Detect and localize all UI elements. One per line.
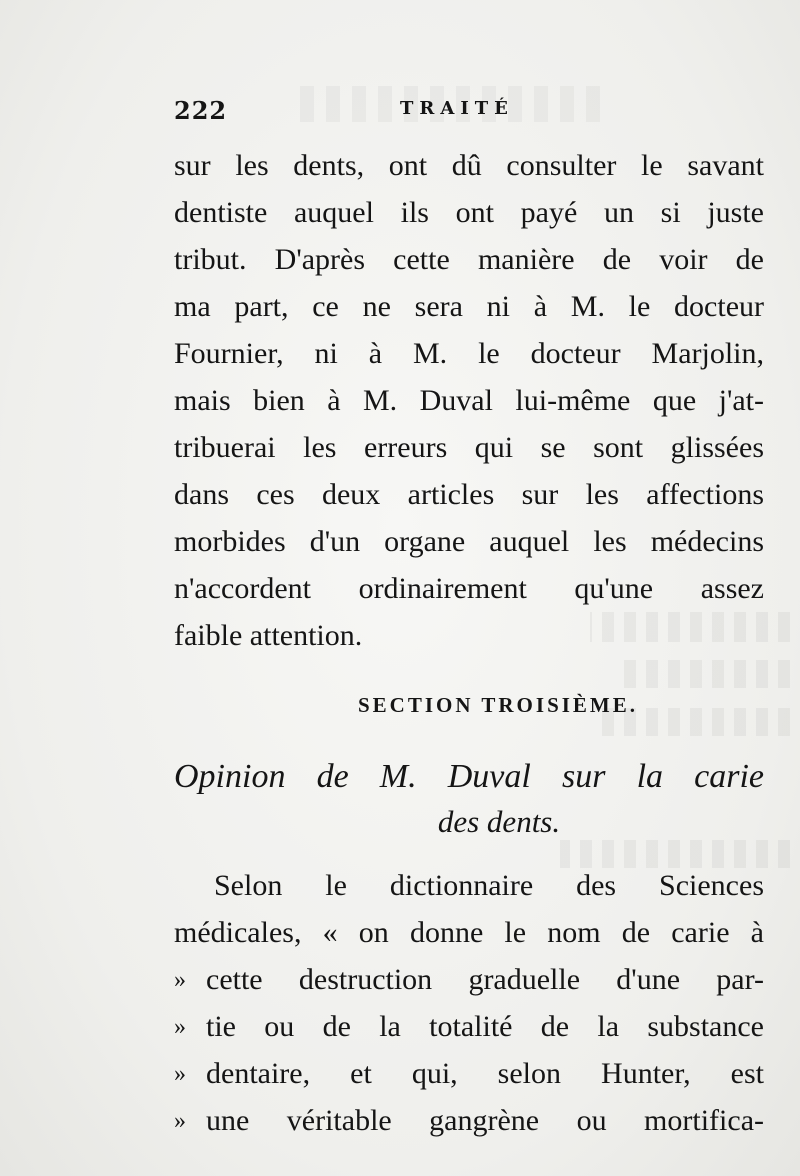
quoted-text: tie ou de la totalité de la substance: [206, 1010, 764, 1043]
quoted-line: [174, 1054, 764, 1094]
text-line: faible attention.: [174, 619, 363, 652]
text-line: Fournier, ni à M. le docteur Marjolin,: [174, 337, 764, 370]
show-through-texture: [560, 840, 790, 868]
quoted-text: une véritable gangrène ou mortifica-: [206, 1104, 764, 1137]
quoted-text: dentaire, et qui, selon Hunter, est: [206, 1057, 764, 1090]
quote-mark: »: [174, 967, 186, 993]
section-title-line-1: Opinion de M. Duval sur la carie: [174, 758, 764, 795]
show-through-texture: [620, 660, 790, 688]
text-line: sur les dents, ont dû consulter le savant: [174, 149, 764, 182]
quoted-line: [174, 1007, 764, 1047]
quoted-line: [174, 960, 764, 1000]
text-line: mais bien à M. Duval lui-même que j'at-: [174, 384, 764, 417]
text-line: morbides d'un organe auquel les médecins: [174, 525, 764, 558]
text-line: tribut. D'après cette manière de voir de: [174, 243, 764, 276]
quote-mark: »: [174, 1014, 186, 1040]
text-line: tribuerai les erreurs qui se sont glissées: [174, 431, 764, 464]
text-line: dentiste auquel ils ont payé un si juste: [174, 196, 764, 229]
section-heading: [174, 690, 764, 720]
text-line: dans ces deux articles sur les affections: [174, 478, 764, 511]
running-head: [174, 96, 764, 132]
page-number: 222: [174, 96, 228, 125]
text-line: ma part, ce ne sera ni à M. le docteur: [174, 290, 764, 323]
quote-mark: »: [174, 1108, 186, 1134]
text-line: médicales, « on donne le nom de carie à: [174, 916, 764, 949]
section-heading-text: SECTION TROISIÈME.: [357, 693, 639, 717]
quoted-text: cette destruction graduelle d'une par-: [206, 963, 764, 996]
quoted-line: [174, 1101, 764, 1141]
quote-mark: »: [174, 1061, 186, 1087]
section-title-line-2: des dents.: [437, 804, 561, 839]
text-line: n'accordent ordinairement qu'une assez: [174, 572, 764, 605]
running-title: TRAITÉ: [400, 98, 514, 119]
text-line: Selon le dictionnaire des Sciences: [214, 869, 764, 902]
